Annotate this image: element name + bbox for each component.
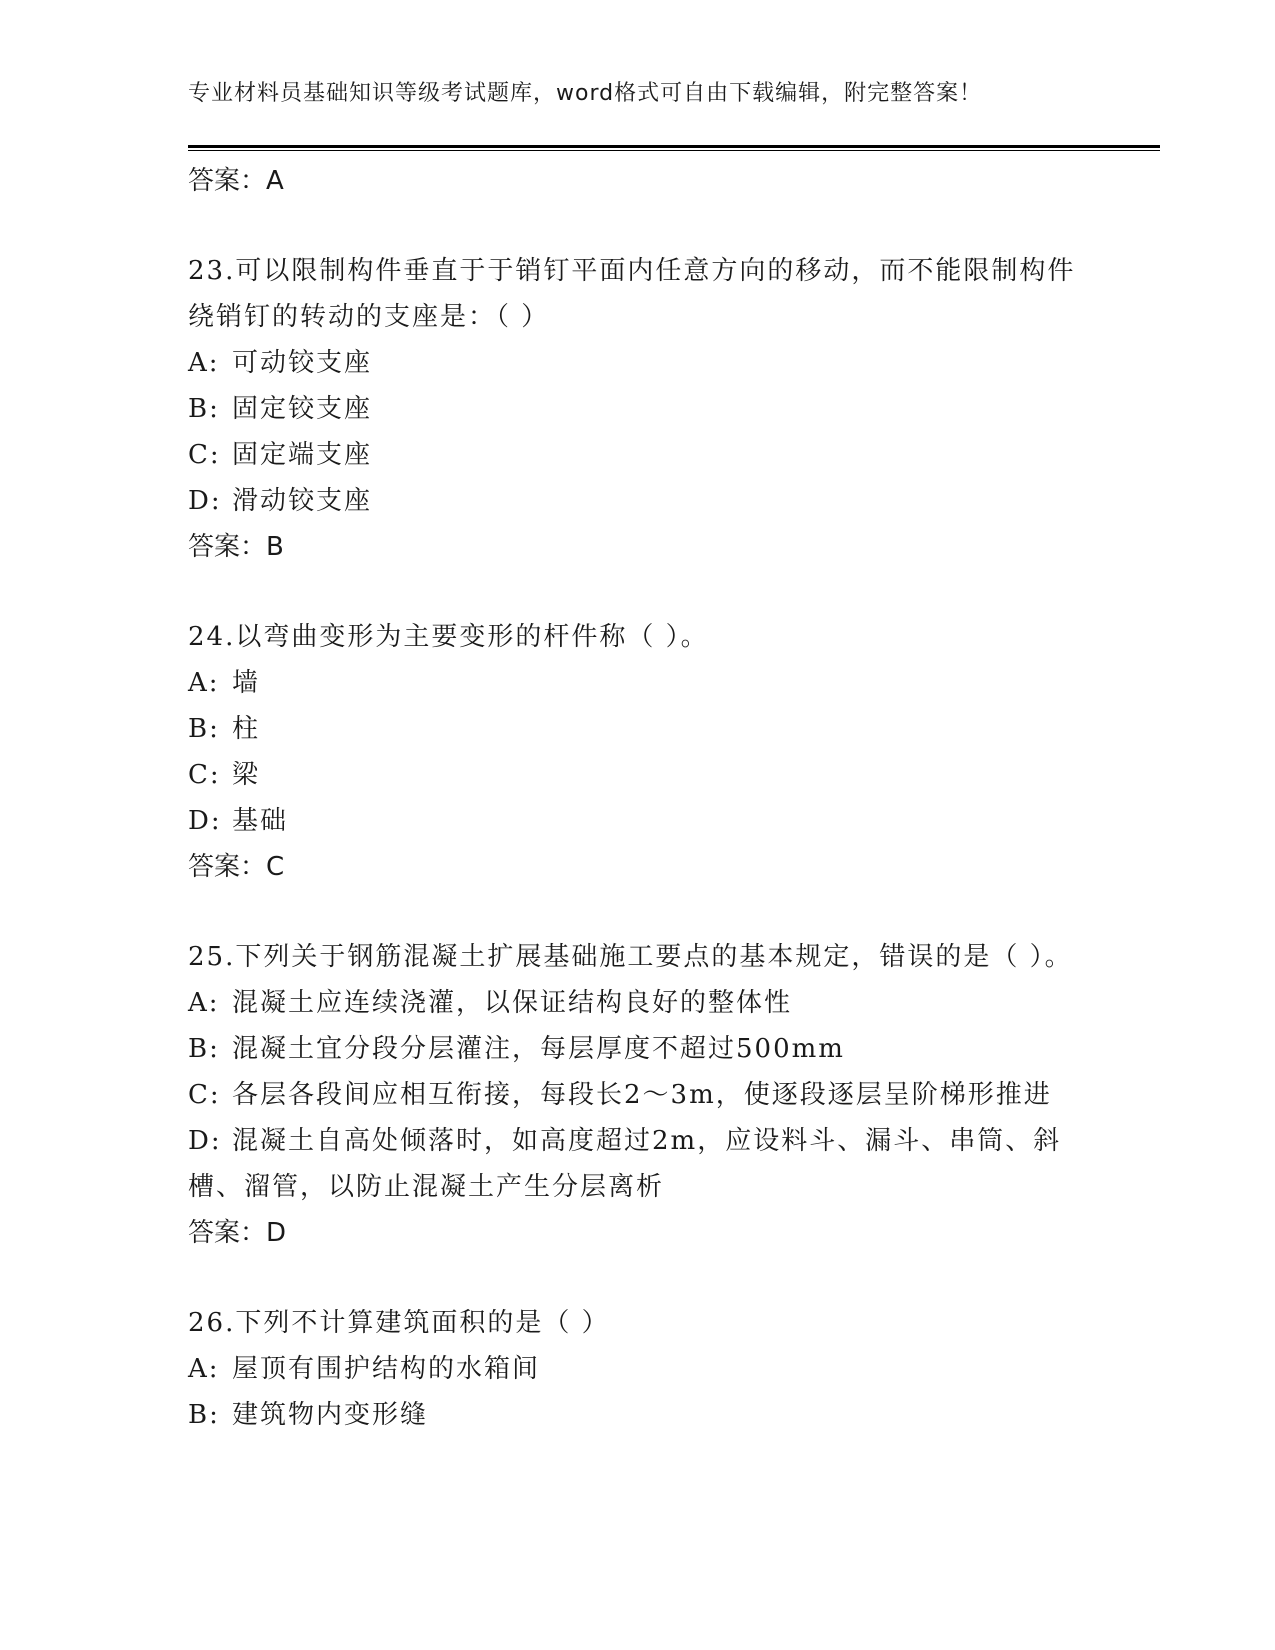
option-text: 混凝土自高处倾落时，如高度超过2m，应设料斗、漏斗、串筒、斜槽、溜管，以防止混凝土产生分层离析 xyxy=(188,1126,1062,1202)
option-letter: D: xyxy=(188,1126,222,1156)
option-b xyxy=(188,386,1088,432)
option-b xyxy=(188,706,1088,752)
option-text: 混凝土宜分段分层灌注，每层厚度不超过500mm xyxy=(232,1034,845,1064)
option-c xyxy=(188,432,1088,478)
answer-line: 答案：B xyxy=(188,532,284,562)
option-text: 梁 xyxy=(232,760,261,790)
option-letter: A: xyxy=(188,348,220,378)
option-a xyxy=(188,1346,1088,1392)
page-header: 专业材料员基础知识等级考试题库，word格式可自由下载编辑，附完整答案！ xyxy=(188,81,983,106)
answer-line: 答案：D xyxy=(188,1218,287,1248)
option-b xyxy=(188,1392,1088,1438)
option-text: 可动铰支座 xyxy=(232,348,373,378)
header-rule-thick xyxy=(188,145,1160,148)
question-stem: 26.下列不计算建筑面积的是（ ） xyxy=(188,1308,610,1338)
option-d xyxy=(188,478,1088,524)
option-text: 固定铰支座 xyxy=(232,394,373,424)
header-rule-thin xyxy=(188,150,1160,151)
option-letter: D: xyxy=(188,486,222,516)
option-letter: C: xyxy=(188,1080,221,1110)
option-text: 建筑物内变形缝 xyxy=(232,1400,429,1430)
question-stem: 23.可以限制构件垂直于于销钉平面内任意方向的移动，而不能限制构件绕销钉的转动的支座是：（ ） xyxy=(188,256,1076,332)
option-text: 墙 xyxy=(232,668,261,698)
answer-line: 答案：C xyxy=(188,852,285,882)
option-letter: A: xyxy=(188,668,220,698)
question-block xyxy=(188,248,1088,570)
option-letter: B: xyxy=(188,394,220,424)
option-a xyxy=(188,340,1088,386)
option-b xyxy=(188,1026,1088,1072)
option-letter: A: xyxy=(188,988,220,1018)
option-letter: C: xyxy=(188,440,221,470)
option-letter: D: xyxy=(188,806,222,836)
option-letter: C: xyxy=(188,760,221,790)
option-text: 混凝土应连续浇灌，以保证结构良好的整体性 xyxy=(232,988,793,1018)
option-letter: B: xyxy=(188,714,220,744)
question-stem: 25.下列关于钢筋混凝土扩展基础施工要点的基本规定，错误的是（ ）。 xyxy=(188,942,1073,972)
option-letter: A: xyxy=(188,1354,220,1384)
question-list xyxy=(188,158,1088,1438)
option-a xyxy=(188,980,1088,1026)
option-text: 柱 xyxy=(232,714,261,744)
option-text: 屋顶有围护结构的水箱间 xyxy=(232,1354,541,1384)
option-text: 滑动铰支座 xyxy=(232,486,373,516)
question-block xyxy=(188,614,1088,890)
question-block xyxy=(188,934,1088,1256)
option-letter: B: xyxy=(188,1034,220,1064)
option-text: 固定端支座 xyxy=(232,440,373,470)
option-text: 各层各段间应相互衔接，每段长2～3m，使逐段逐层呈阶梯形推进 xyxy=(232,1080,1052,1110)
option-text: 基础 xyxy=(232,806,289,836)
question-stem: 24.以弯曲变形为主要变形的杆件称（ ）。 xyxy=(188,622,709,652)
option-letter: B: xyxy=(188,1400,220,1430)
option-d xyxy=(188,798,1088,844)
answer-line: 答案：A xyxy=(188,166,284,196)
option-a xyxy=(188,660,1088,706)
option-d xyxy=(188,1118,1088,1210)
option-c xyxy=(188,1072,1088,1118)
option-c xyxy=(188,752,1088,798)
question-block xyxy=(188,1300,1088,1438)
